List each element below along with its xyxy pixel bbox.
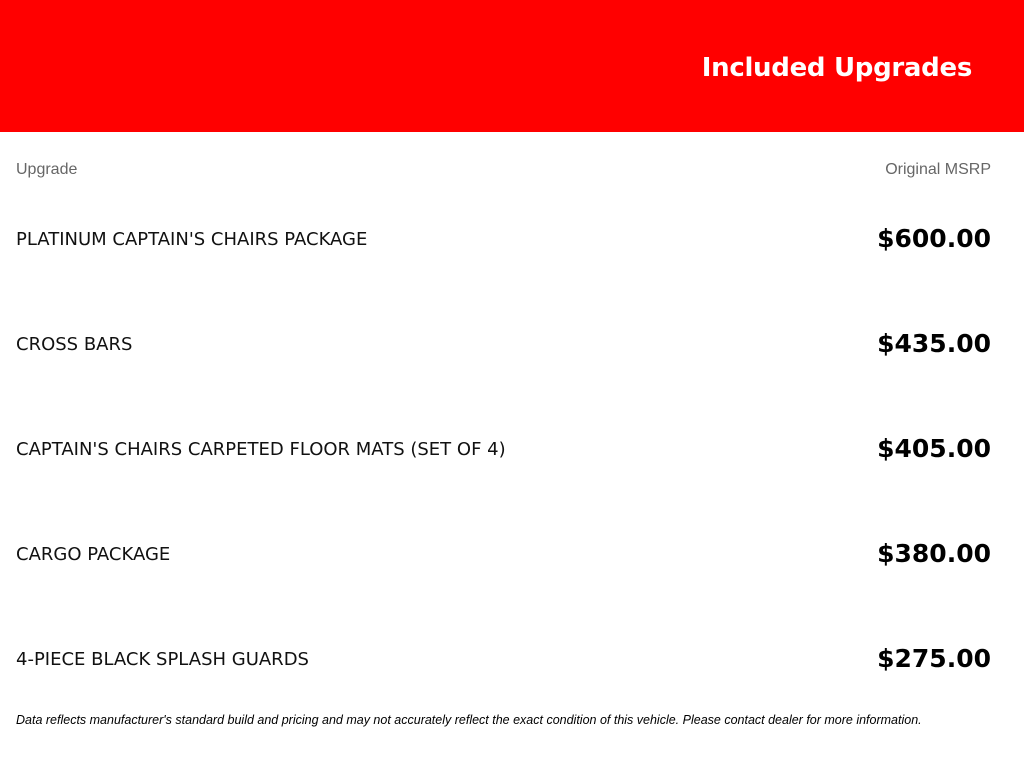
column-header-msrp: Original MSRP: [885, 161, 991, 178]
upgrade-row: [0, 429, 1024, 469]
upgrade-price: $275.00: [877, 644, 991, 673]
column-header-upgrade: Upgrade: [16, 161, 78, 178]
upgrade-name: PLATINUM CAPTAIN'S CHAIRS PACKAGE: [16, 229, 368, 250]
upgrade-row: [0, 534, 1024, 574]
disclaimer-text: Data reflects manufacturer's standard build and pricing and may not accurately reflect the exact condition of this vehicle. Please contact dealer for more information.: [16, 713, 922, 727]
upgrade-price: $405.00: [877, 434, 991, 463]
upgrade-name: CAPTAIN'S CHAIRS CARPETED FLOOR MATS (SET OF 4): [16, 439, 506, 460]
page-title: Included Upgrades: [701, 53, 972, 83]
upgrade-price: $600.00: [877, 224, 991, 253]
upgrade-row: [0, 324, 1024, 364]
upgrade-name: 4-PIECE BLACK SPLASH GUARDS: [16, 649, 309, 670]
upgrade-price: $380.00: [877, 539, 991, 568]
upgrade-row: [0, 639, 1024, 679]
upgrade-name: CROSS BARS: [16, 334, 133, 355]
upgrade-row: [0, 219, 1024, 259]
header-banner: [0, 0, 1024, 132]
upgrade-price: $435.00: [877, 329, 991, 358]
upgrade-name: CARGO PACKAGE: [16, 544, 171, 565]
